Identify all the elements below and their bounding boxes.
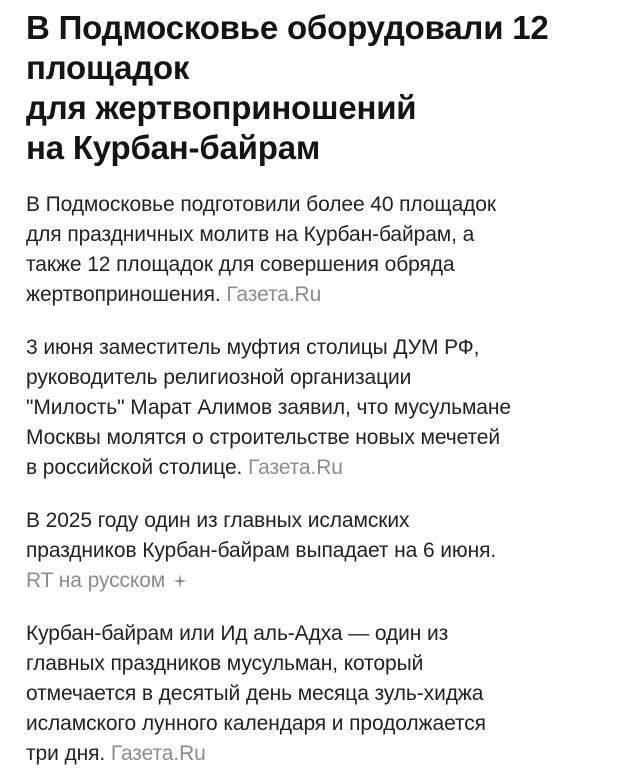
paragraph-summary — [26, 190, 614, 310]
paragraph-line: Курбан-байрам или Ид аль-Адха — один из — [26, 622, 449, 645]
source-link[interactable]: Газета.Ru — [248, 456, 343, 479]
headline-line: В Подмосковье оборудовали 12 — [26, 9, 549, 46]
paragraph-line — [26, 453, 614, 483]
paragraph-line — [26, 280, 614, 310]
paragraph-line: отмечается в десятый день месяца зуль-хиджа — [26, 682, 484, 705]
paragraph-line: исламского лунного календаря и продолжается — [26, 712, 486, 735]
paragraph-text: три дня. — [26, 742, 106, 765]
headline-line: для жертвоприношений — [26, 89, 417, 126]
paragraph-text: жертвоприношения. — [26, 283, 221, 306]
paragraph-statement — [26, 333, 614, 483]
paragraph-line — [26, 566, 614, 596]
source-link[interactable]: Газета.Ru — [110, 742, 206, 765]
paragraph-line: также 12 площадок для совершения обряда — [26, 253, 455, 276]
paragraph-line: В Подмосковье подготовили более 40 площадок — [26, 193, 496, 216]
paragraph-line: для праздничных молитв на Курбан-байрам, а — [26, 223, 475, 246]
paragraph-line: "Милость" Марат Алимов заявил, что мусульмане — [26, 396, 511, 419]
paragraph-date — [26, 506, 614, 596]
source-link[interactable]: RT на русском — [26, 569, 166, 592]
headline-line: на Курбан-байрам — [26, 129, 321, 166]
sparkle-icon — [173, 574, 187, 588]
paragraph-line: 3 июня заместитель муфтия столицы ДУМ РФ, — [26, 336, 480, 359]
headline-line: площадок — [26, 49, 190, 86]
paragraph-text: в российской столице. — [26, 456, 243, 479]
paragraph-line: руководитель религиозной организации — [26, 366, 412, 389]
headline — [26, 8, 614, 168]
paragraph-definition — [26, 619, 614, 769]
paragraph-line: главных праздников мусульман, который — [26, 652, 424, 675]
paragraph-line: В 2025 году один из главных исламских — [26, 509, 410, 532]
paragraph-line — [26, 739, 614, 769]
paragraph-line: Москвы молятся о строительстве новых мечетей — [26, 426, 500, 449]
paragraph-line: праздников Курбан-байрам выпадает на 6 июня. — [26, 539, 497, 562]
source-link[interactable]: Газета.Ru — [226, 283, 322, 306]
